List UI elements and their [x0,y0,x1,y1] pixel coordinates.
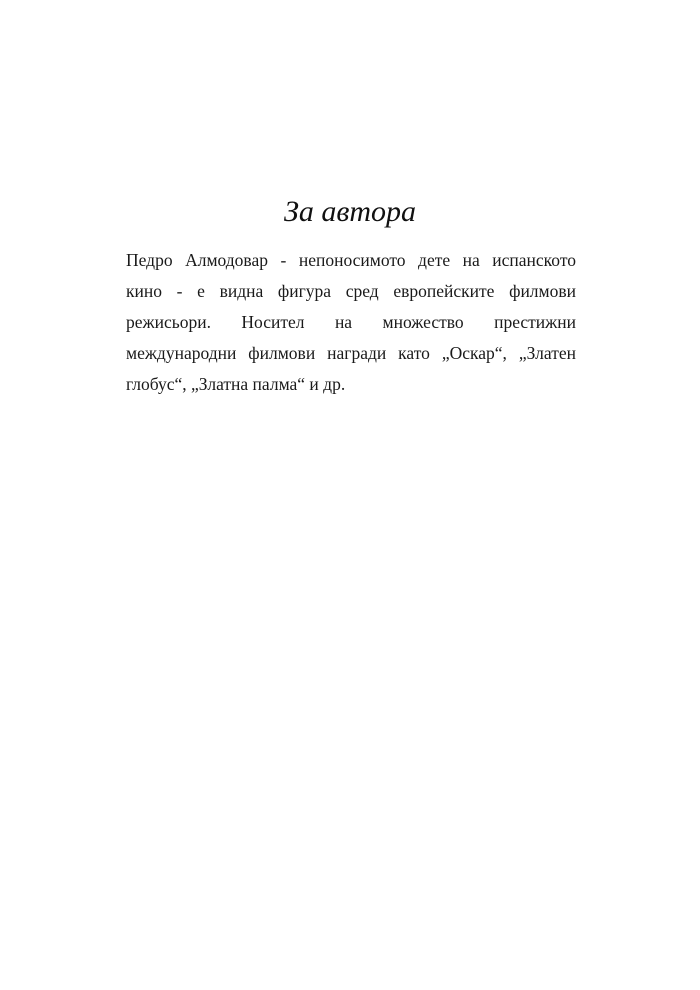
paragraph-line: глобус“, „Златна палма“ и др. [126,374,346,394]
paragraph-line: кино - е видна фигура сред европейските филмови [126,281,576,301]
paragraph-line: Педро Алмодовар - непоносимото дете на испанското [126,250,576,270]
paragraph-line: режисьори. Носител на множество престижни [126,312,576,332]
paragraph-line: международни филмови награди като „Оскар“, „Златен [126,343,576,363]
author-paragraph [126,245,576,400]
section-heading: За автора [283,195,417,228]
